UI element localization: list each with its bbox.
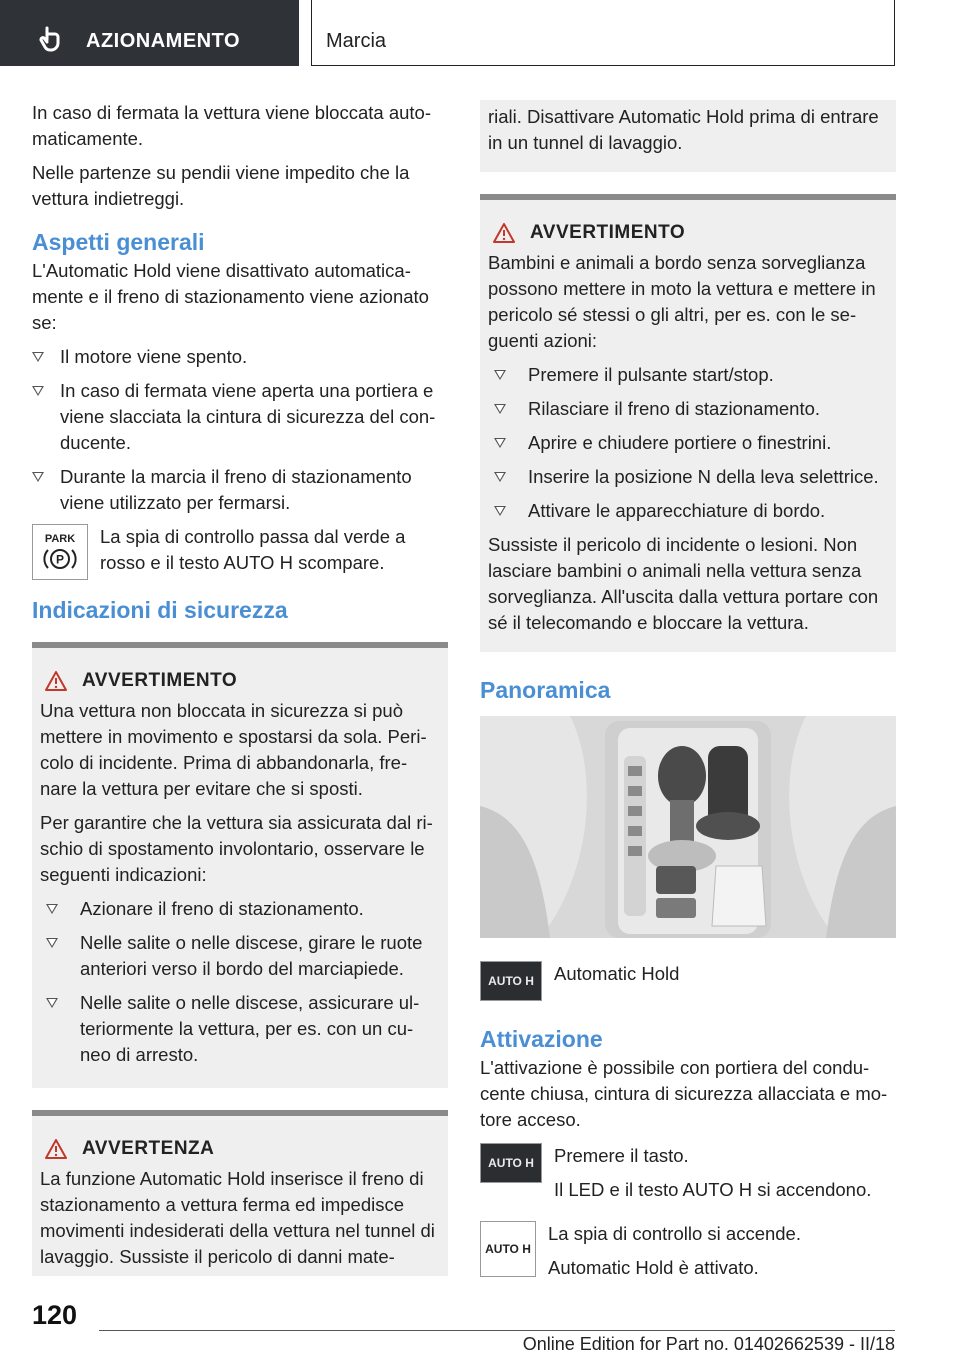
list-item: Azionare il freno di stazionamento. (46, 896, 440, 922)
chapter-header (311, 0, 895, 66)
warning-title: AVVERTIMENTO (40, 668, 440, 694)
park-brake-icon: PARK P (32, 524, 88, 580)
triangle-bullet-icon (32, 352, 44, 362)
warning-icon (492, 222, 516, 244)
list-item: Rilasciare il freno di stazionamento. (494, 396, 888, 422)
caution-text: La funzione Automatic Hold inserisce il freno di stazionamento a vettura ferma ed impedisce movimenti indesiderati della vettura nel tunnel di lavaggio. Sussiste il pericolo di danni mate- (40, 1168, 435, 1267)
warning-box (32, 642, 448, 1088)
triangle-bullet-icon (46, 904, 58, 914)
warning-icon (44, 670, 68, 692)
caution-box (32, 1110, 448, 1276)
caution-title: AVVERTENZA (40, 1136, 440, 1162)
warning-list (46, 896, 440, 1068)
warning-title: AVVERTIMENTO (488, 220, 888, 246)
right-column (480, 100, 896, 1299)
list-item: Attivare le apparecchiature di bordo. (494, 498, 888, 524)
list-item: Inserire la posizione N della leva selettrice. (494, 464, 888, 490)
heading-overview: Panoramica (480, 677, 611, 703)
list-item: Il motore viene spento. (32, 344, 448, 370)
indicator-text: Automatic Hold è attivato. (548, 1257, 759, 1278)
triangle-bullet-icon (494, 506, 506, 516)
paragraph: L'Automatic Hold viene disattivato automatica-mente e il freno di stazionamento viene azionato se: (32, 260, 429, 333)
center-console-image (480, 716, 896, 938)
list-item: Premere il pulsante start/stop. (494, 362, 888, 388)
indicator-text: La spia di controllo si accende. (548, 1223, 801, 1244)
triangle-bullet-icon (46, 998, 58, 1008)
heading-activation: Attivazione (480, 1026, 603, 1052)
section-tab (0, 0, 299, 66)
auto-h-button-icon: AUTO H (480, 961, 542, 1001)
triangle-bullet-icon (494, 404, 506, 414)
footer-edition: Online Edition for Part no. 01402662539 - II/18 (522, 1334, 895, 1354)
warning-text: Bambini e animali a bordo senza sorveglianza possono mettere in moto la vettura e mettere in pericolo sé stessi o gli altri, per es. con le se-guenti azioni: (488, 252, 876, 351)
warning-box (480, 194, 896, 652)
list-item: Nelle salite o nelle discese, girare le ruote anteriori verso il bordo del marciapiede. (46, 930, 440, 982)
heading-general: Aspetti generali (32, 229, 205, 255)
warning-list (494, 362, 888, 524)
instruction-text: Premere il tasto. (554, 1145, 689, 1166)
auto-h-button-row (480, 961, 896, 1001)
press-button-row (480, 1143, 896, 1211)
warning-text: Una vettura non bloccata in sicurezza si può mettere in movimento e spostarsi da sola. Peri-colo di incidente. Prima di abbandonarla, fre-nare la vettura per evitare che si sposti. (40, 700, 427, 799)
svg-text:P: P (55, 552, 65, 566)
warning-icon (44, 1138, 68, 1160)
auto-h-button-icon: AUTO H (480, 1143, 542, 1183)
park-symbol-row (32, 524, 448, 580)
warning-text: Sussiste il pericolo di incidente o lesioni. Non lasciare bambini o animali nella vettura senza sorveglianza. All'uscita dalla vettura portare con sé il telecomando e bloccare la vettura. (488, 534, 879, 633)
triangle-bullet-icon (32, 472, 44, 482)
heading-safety: Indicazioni di sicurezza (32, 597, 288, 623)
page-number: 120 (32, 1300, 78, 1330)
caution-text: riali. Disattivare Automatic Hold prima di entrare in un tunnel di lavaggio. (488, 106, 879, 153)
instruction-text: Il LED e il testo AUTO H si accendono. (554, 1179, 872, 1200)
triangle-bullet-icon (494, 438, 506, 448)
auto-h-indicator-icon: AUTO H (480, 1221, 536, 1277)
paragraph: In caso di fermata la vettura viene bloccata auto-maticamente. (32, 102, 431, 149)
warning-text: Per garantire che la vettura sia assicurata dal ri-schio di spostamento involontario, osservare le seguenti indicazioni: (40, 812, 433, 885)
triangle-bullet-icon (494, 472, 506, 482)
paragraph: Nelle partenze su pendii viene impedito che la vettura indietreggi. (32, 162, 410, 209)
chapter-title: Marcia (326, 30, 387, 52)
left-column (32, 100, 448, 1276)
bullet-list (32, 344, 448, 516)
list-item: In caso di fermata viene aperta una portiera e viene slacciata la cintura di sicurezza del con-ducente. (32, 378, 448, 456)
footer-divider (99, 1330, 895, 1331)
paragraph: L'attivazione è possibile con portiera del condu-cente chiusa, cintura di sicurezza allacciata e mo-tore acceso. (480, 1057, 888, 1130)
list-item: Aprire e chiudere portiere o finestrini. (494, 430, 888, 456)
hand-icon (38, 26, 64, 52)
section-title: AZIONAMENTO (86, 30, 241, 52)
overview-caption: Automatic Hold (554, 963, 680, 984)
list-item: Durante la marcia il freno di stazionamento viene utilizzato per fermarsi. (32, 464, 448, 516)
list-item: Nelle salite o nelle discese, assicurare ul-teriormente la vettura, per es. con un cu-neo di arresto. (46, 990, 440, 1068)
indicator-row (480, 1221, 896, 1289)
park-symbol-text: La spia di controllo passa dal verde a rosso e il testo AUTO H scompare. (100, 526, 406, 573)
triangle-bullet-icon (494, 370, 506, 380)
caution-box-continued (480, 100, 896, 172)
triangle-bullet-icon (46, 938, 58, 948)
triangle-bullet-icon (32, 386, 44, 396)
